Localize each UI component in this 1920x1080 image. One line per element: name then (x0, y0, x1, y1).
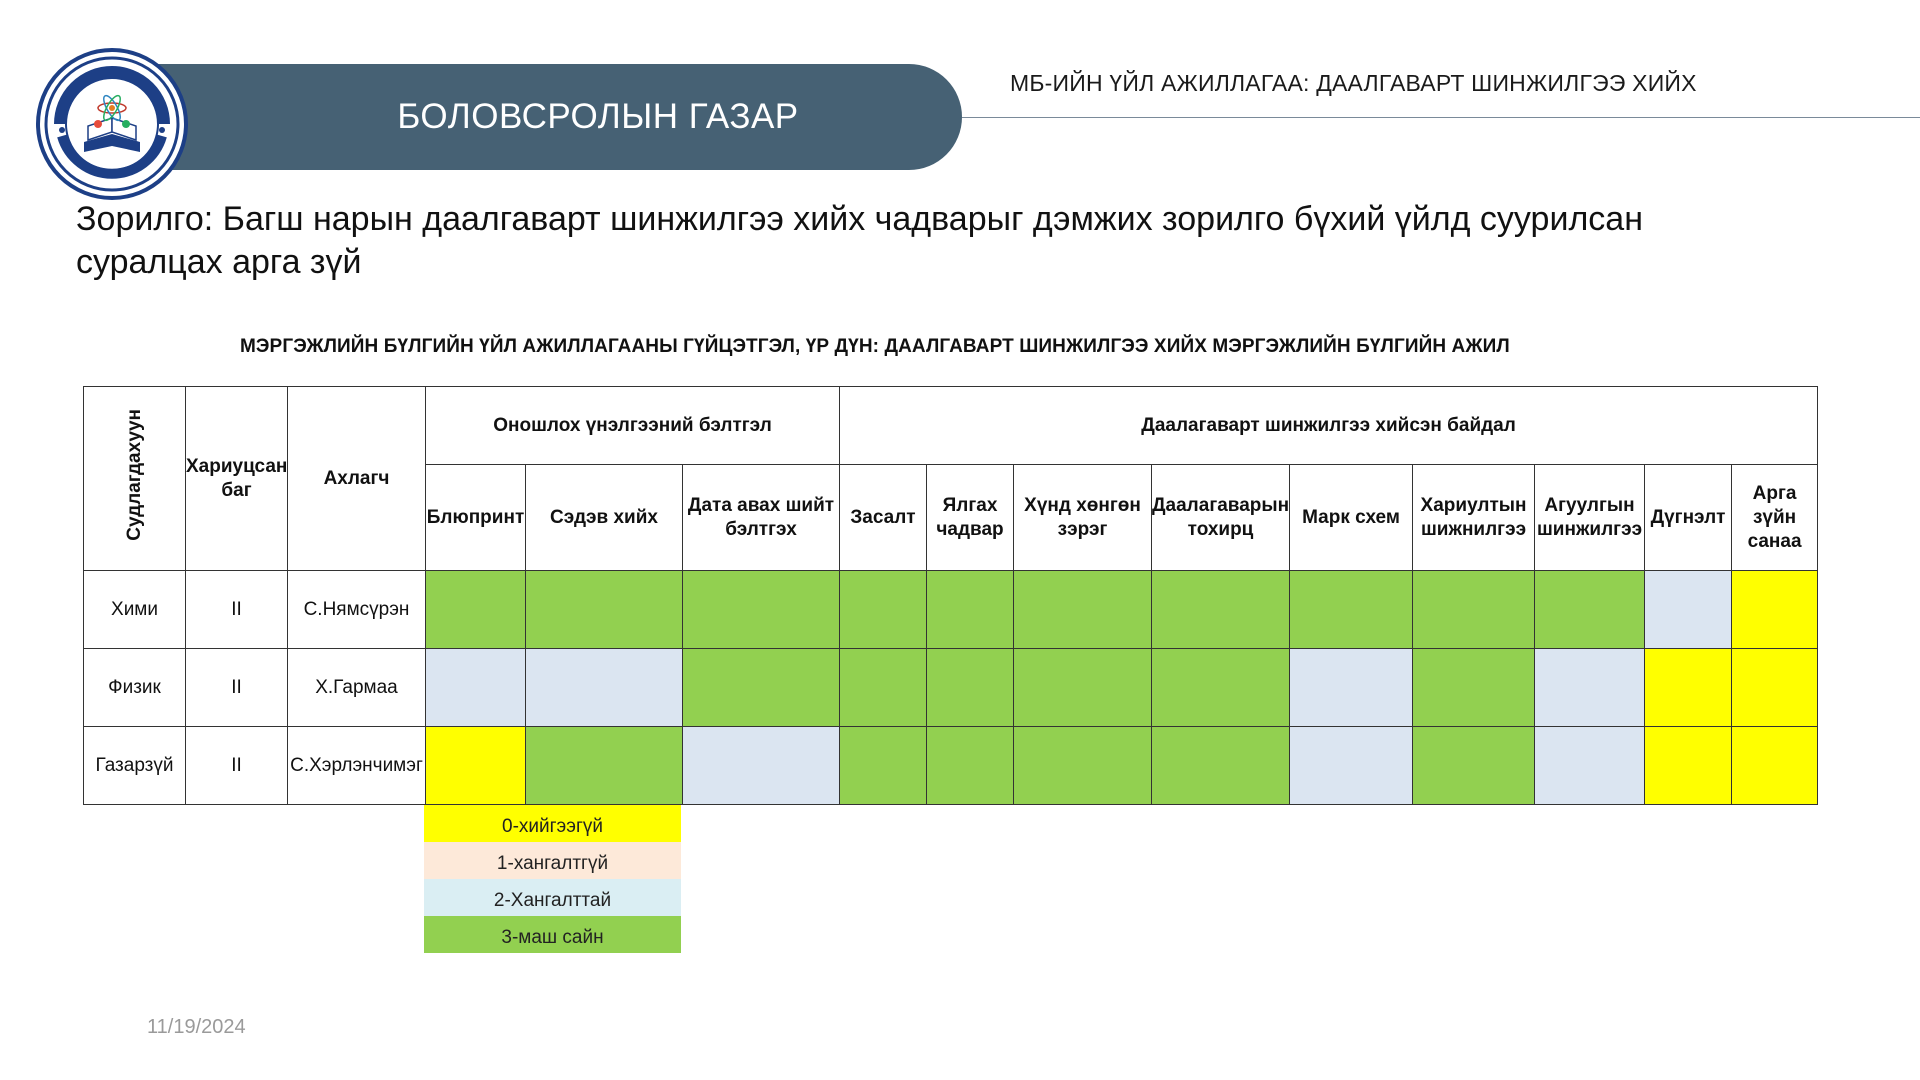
row-subject: Хими (84, 571, 186, 649)
column-header: Агуулгын шинжилгээ (1535, 465, 1645, 571)
results-table (83, 386, 1818, 805)
score-cell (840, 649, 927, 727)
banner-title: БОЛОВСРОЛЫН ГАЗАР (397, 97, 799, 136)
score-cell (1014, 727, 1152, 805)
education-department-seal-icon (36, 48, 188, 200)
legend-item: 0-хийгээгүй (424, 805, 681, 842)
table-body (84, 571, 1818, 805)
score-cell (1152, 649, 1290, 727)
score-cell (1535, 727, 1645, 805)
column-header: Засалт (840, 465, 927, 571)
score-cell (1732, 571, 1818, 649)
score-cell (1014, 571, 1152, 649)
table-row (84, 571, 1818, 649)
score-cell (1290, 571, 1413, 649)
score-cell (1645, 727, 1732, 805)
score-cell (526, 571, 683, 649)
score-cell (683, 727, 840, 805)
score-cell (1290, 727, 1413, 805)
score-cell (1152, 727, 1290, 805)
header-banner (150, 64, 962, 170)
row-team: II (186, 727, 288, 805)
score-cell (927, 649, 1014, 727)
header-subject (84, 387, 186, 571)
row-subject: Газарзүй (84, 727, 186, 805)
column-header: Хариултын шижнилгээ (1413, 465, 1535, 571)
score-cell (1732, 649, 1818, 727)
presentation-subject: МБ-ИЙН ҮЙЛ АЖИЛЛАГАА: ДААЛГАВАРТ ШИНЖИЛГЭЭ ХИЙХ (1010, 70, 1697, 96)
row-subject: Физик (84, 649, 186, 727)
score-cell (426, 727, 526, 805)
table-row (84, 649, 1818, 727)
column-header: Арга зүйн санаа (1732, 465, 1818, 571)
score-cell (526, 727, 683, 805)
header-divider (962, 117, 1920, 118)
slide-date: 11/19/2024 (147, 1016, 246, 1038)
legend-item: 1-хангалтгүй (424, 842, 681, 879)
score-cell (1413, 727, 1535, 805)
score-cell (426, 649, 526, 727)
score-cell (1645, 649, 1732, 727)
score-cell (526, 649, 683, 727)
column-header: Марк схем (1290, 465, 1413, 571)
score-cell (927, 727, 1014, 805)
row-leader: С.Хэрлэнчимэг (288, 727, 426, 805)
score-cell (1290, 649, 1413, 727)
score-cell (1535, 571, 1645, 649)
column-header: Блюпринт (426, 465, 526, 571)
score-cell (683, 571, 840, 649)
column-header: Дүгнэлт (1645, 465, 1732, 571)
score-cell (1645, 571, 1732, 649)
legend-item: 3-маш сайн (424, 916, 681, 953)
column-header: Даалагаварын тохирц (1152, 465, 1290, 571)
table-header-row-1 (84, 387, 1818, 465)
column-header: Дата авах шийт бэлтгэх (683, 465, 840, 571)
header-group-diagnostic: Оношлох үнэлгээний бэлтгэл (426, 387, 840, 465)
score-cell (1014, 649, 1152, 727)
score-cell (1152, 571, 1290, 649)
score-cell (840, 727, 927, 805)
header-leader: Ахлагч (288, 387, 426, 571)
score-cell (1732, 727, 1818, 805)
column-header: Хүнд хөнгөн зэрэг (1014, 465, 1152, 571)
header-group-analysis: Даалагаварт шинжилгээ хийсэн байдал (840, 387, 1818, 465)
score-cell (840, 571, 927, 649)
row-leader: С.Нямсүрэн (288, 571, 426, 649)
score-cell (927, 571, 1014, 649)
table-row (84, 727, 1818, 805)
header-team: Хариуцсан баг (186, 387, 288, 571)
score-cell (1413, 649, 1535, 727)
score-cell (1413, 571, 1535, 649)
goal-statement: Зорилго: Багш нарын даалгаварт шинжилгээ хийх чадварыг дэмжих зорилго бүхий үйлд суурилсан суралцах арга зүй (76, 200, 1643, 281)
score-cell (683, 649, 840, 727)
row-leader: Х.Гармаа (288, 649, 426, 727)
logo-graphic (40, 52, 184, 196)
header-subject-label: Судлагдахуун (123, 409, 145, 541)
column-header: Сэдэв хийх (526, 465, 683, 571)
row-team: II (186, 571, 288, 649)
table-title: МЭРГЭЖЛИЙН БҮЛГИЙН ҮЙЛ АЖИЛЛАГААНЫ ГҮЙЦЭТГЭЛ, ҮР ДҮН: ДААЛГАВАРТ ШИНЖИЛГЭЭ ХИЙХ МЭРГЭЖЛИЙН БҮЛГИЙН АЖИЛ (240, 336, 1510, 357)
legend-item: 2-Хангалттай (424, 879, 681, 916)
row-team: II (186, 649, 288, 727)
score-cell (426, 571, 526, 649)
column-header: Ялгах чадвар (927, 465, 1014, 571)
score-cell (1535, 649, 1645, 727)
score-legend (424, 805, 681, 953)
